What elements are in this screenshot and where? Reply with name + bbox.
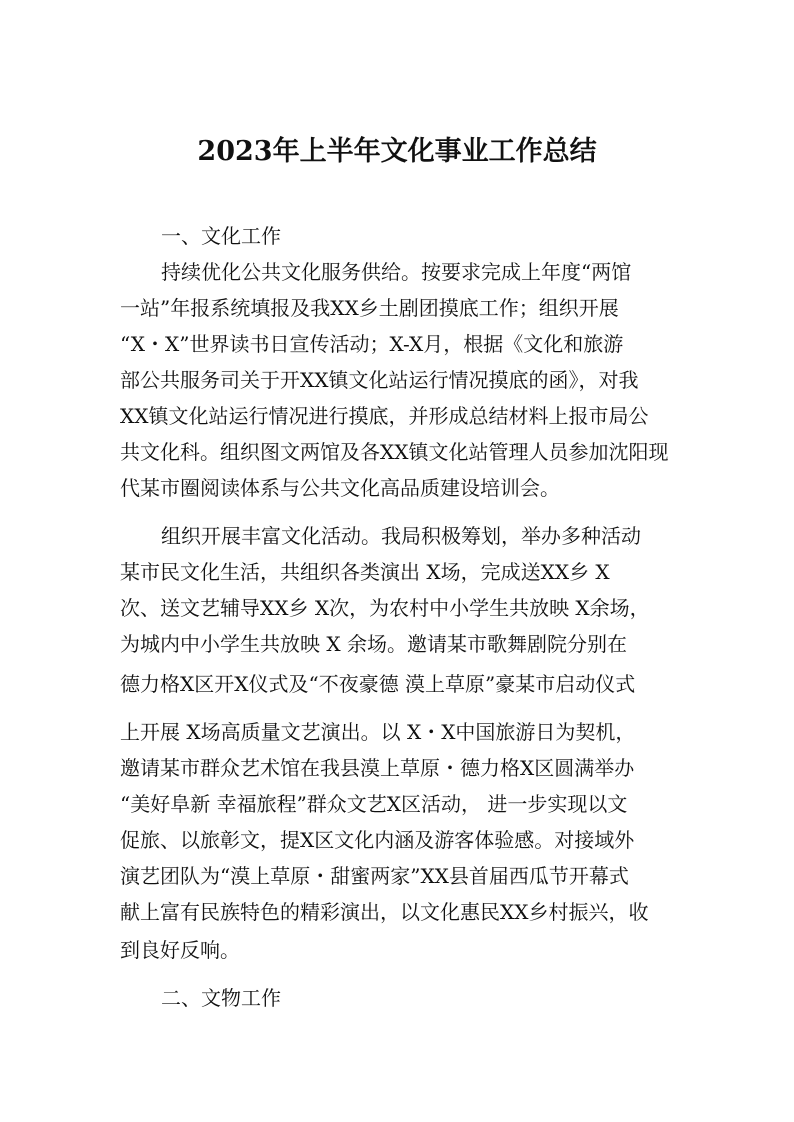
paragraph-line: 组织开展丰富文化活动。我局积极筹划，举办多种活动 <box>161 524 641 548</box>
paragraph-line: 演艺团队为“漠上草原・甜蜜两家”XX县首届西瓜节开幕式 <box>120 864 629 888</box>
section-heading-culture: 一、文化工作 <box>161 224 281 248</box>
section-heading-relics: 二、文物工作 <box>161 986 281 1010</box>
paragraph-line: 一站”年报系统填报及我XX乡土剧团摸底工作；组织开展 <box>120 296 619 320</box>
paragraph-line: 献上富有民族特色的精彩演出，以文化惠民XX乡村振兴，收 <box>120 900 649 924</box>
paragraph-line: 邀请某市群众艺术馆在我县漠上草原・德力格X区圆满举办 <box>120 756 635 780</box>
paragraph-line: 次、送文艺辅导XX乡 X次，为农村中小学生共放映 X余场， <box>120 596 650 620</box>
paragraph-line: 到良好反响。 <box>120 938 240 962</box>
paragraph-line: 某市民文化生活，共组织各类演出 X场，完成送XX乡 X <box>120 560 610 584</box>
paragraph-line: 共文化科。组织图文两馆及各XX镇文化站管理人员参加沈阳现 <box>120 440 669 464</box>
paragraph-line: XX镇文化站运行情况进行摸底，并形成总结材料上报市局公 <box>120 404 649 428</box>
paragraph-line: 持续优化公共文化服务供给。按要求完成上年度“两馆 <box>161 260 632 284</box>
paragraph-line: 德力格X区开X仪式及“不夜豪德 漠上草原”豪某市启动仪式 <box>120 672 636 696</box>
paragraph-line: “X・X”世界读书日宣传活动；X-X月，根据《文化和旅游 <box>120 332 624 356</box>
paragraph-line: 代某市圈阅读体系与公共文化高品质建设培训会。 <box>120 476 560 500</box>
paragraph-line: 促旅、以旅彰文，提X区文化内涵及游客体验感。对接域外 <box>120 828 635 852</box>
paragraph-line: “美好阜新 幸福旅程”群众文艺X区活动， 进一步实现以文 <box>120 792 628 816</box>
paragraph-line: 上开展 X场高质量文艺演出。以 X・X中国旅游日为契机， <box>120 720 636 744</box>
document-title: 2023年上半年文化事业工作总结 <box>197 136 597 167</box>
paragraph-line: 部公共服务司关于开XX镇文化站运行情况摸底的函》，对我 <box>120 368 639 392</box>
paragraph-line: 为城内中小学生共放映 X 余场。邀请某市歌舞剧院分别在 <box>120 632 627 656</box>
